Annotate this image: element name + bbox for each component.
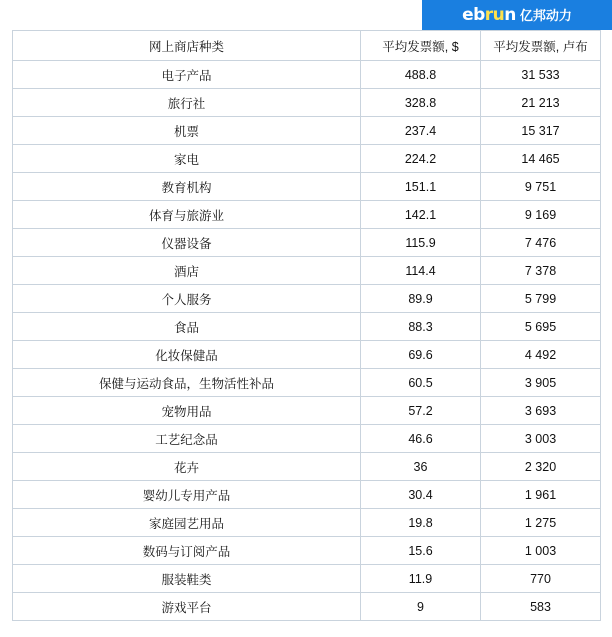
cell-average-invoice-rub: 5 695 bbox=[481, 313, 601, 341]
brand-accent: ru bbox=[484, 4, 505, 25]
table-body bbox=[13, 61, 601, 621]
table-row bbox=[13, 369, 601, 397]
cell-average-invoice-rub: 9 751 bbox=[481, 173, 601, 201]
brand-main: eb bbox=[462, 4, 485, 25]
cell-category: 游戏平台 bbox=[13, 593, 361, 621]
cell-average-invoice-rub: 4 492 bbox=[481, 341, 601, 369]
cell-average-invoice-rub: 9 169 bbox=[481, 201, 601, 229]
cell-category: 教育机构 bbox=[13, 173, 361, 201]
table-row bbox=[13, 145, 601, 173]
cell-average-invoice-usd: 328.8 bbox=[361, 89, 481, 117]
cell-category: 家庭园艺用品 bbox=[13, 509, 361, 537]
cell-category: 保健与运动食品，生物活性补品 bbox=[13, 369, 361, 397]
table-row bbox=[13, 425, 601, 453]
table-row bbox=[13, 89, 601, 117]
cell-average-invoice-usd: 36 bbox=[361, 453, 481, 481]
cell-average-invoice-rub: 31 533 bbox=[481, 61, 601, 89]
cell-average-invoice-usd: 9 bbox=[361, 593, 481, 621]
brand-chinese-name: 亿邦动力 bbox=[519, 7, 572, 23]
cell-average-invoice-usd: 30.4 bbox=[361, 481, 481, 509]
table-row bbox=[13, 565, 601, 593]
cell-average-invoice-rub: 3 003 bbox=[481, 425, 601, 453]
cell-average-invoice-usd: 60.5 bbox=[361, 369, 481, 397]
cell-average-invoice-usd: 57.2 bbox=[361, 397, 481, 425]
cell-average-invoice-rub: 5 799 bbox=[481, 285, 601, 313]
cell-average-invoice-usd: 237.4 bbox=[361, 117, 481, 145]
table-row bbox=[13, 397, 601, 425]
column-header-rub: 平均发票额, 卢布 bbox=[481, 31, 601, 61]
table-row bbox=[13, 257, 601, 285]
table-container bbox=[0, 30, 612, 621]
cell-category: 旅行社 bbox=[13, 89, 361, 117]
column-header-category: 网上商店种类 bbox=[13, 31, 361, 61]
cell-category: 食品 bbox=[13, 313, 361, 341]
table-row bbox=[13, 285, 601, 313]
table-row bbox=[13, 201, 601, 229]
cell-average-invoice-usd: 114.4 bbox=[361, 257, 481, 285]
cell-category: 仪器设备 bbox=[13, 229, 361, 257]
cell-average-invoice-rub: 1 961 bbox=[481, 481, 601, 509]
cell-average-invoice-rub: 7 378 bbox=[481, 257, 601, 285]
cell-category: 化妆保健品 bbox=[13, 341, 361, 369]
cell-average-invoice-usd: 46.6 bbox=[361, 425, 481, 453]
cell-average-invoice-rub: 7 476 bbox=[481, 229, 601, 257]
cell-category: 花卉 bbox=[13, 453, 361, 481]
cell-average-invoice-rub: 1 275 bbox=[481, 509, 601, 537]
cell-average-invoice-rub: 14 465 bbox=[481, 145, 601, 173]
cell-average-invoice-usd: 151.1 bbox=[361, 173, 481, 201]
cell-average-invoice-rub: 21 213 bbox=[481, 89, 601, 117]
cell-category: 机票 bbox=[13, 117, 361, 145]
cell-category: 体育与旅游业 bbox=[13, 201, 361, 229]
cell-category: 宠物用品 bbox=[13, 397, 361, 425]
cell-average-invoice-usd: 11.9 bbox=[361, 565, 481, 593]
table-header bbox=[13, 31, 601, 61]
cell-average-invoice-usd: 115.9 bbox=[361, 229, 481, 257]
cell-average-invoice-usd: 19.8 bbox=[361, 509, 481, 537]
table-row bbox=[13, 313, 601, 341]
cell-category: 数码与订阅产品 bbox=[13, 537, 361, 565]
table-row bbox=[13, 173, 601, 201]
table-row bbox=[13, 593, 601, 621]
table-row bbox=[13, 453, 601, 481]
table-row bbox=[13, 509, 601, 537]
cell-category: 婴幼儿专用产品 bbox=[13, 481, 361, 509]
cell-average-invoice-usd: 69.6 bbox=[361, 341, 481, 369]
cell-average-invoice-rub: 15 317 bbox=[481, 117, 601, 145]
cell-average-invoice-usd: 15.6 bbox=[361, 537, 481, 565]
cell-category: 工艺纪念品 bbox=[13, 425, 361, 453]
table-row bbox=[13, 229, 601, 257]
cell-average-invoice-rub: 3 693 bbox=[481, 397, 601, 425]
cell-category: 个人服务 bbox=[13, 285, 361, 313]
cell-average-invoice-rub: 2 320 bbox=[481, 453, 601, 481]
cell-category: 酒店 bbox=[13, 257, 361, 285]
cell-average-invoice-rub: 770 bbox=[481, 565, 601, 593]
table-row bbox=[13, 61, 601, 89]
cell-average-invoice-rub: 3 905 bbox=[481, 369, 601, 397]
cell-category: 服装鞋类 bbox=[13, 565, 361, 593]
cell-category: 家电 bbox=[13, 145, 361, 173]
cell-average-invoice-usd: 488.8 bbox=[361, 61, 481, 89]
cell-average-invoice-rub: 583 bbox=[481, 593, 601, 621]
brand-tail: n bbox=[504, 4, 516, 25]
table-row bbox=[13, 481, 601, 509]
table-row bbox=[13, 117, 601, 145]
cell-average-invoice-usd: 88.3 bbox=[361, 313, 481, 341]
cell-average-invoice-usd: 224.2 bbox=[361, 145, 481, 173]
cell-category: 电子产品 bbox=[13, 61, 361, 89]
brand-logo-block bbox=[422, 0, 612, 30]
table-header-row bbox=[13, 31, 601, 61]
cell-average-invoice-usd: 142.1 bbox=[361, 201, 481, 229]
header-bar bbox=[0, 0, 612, 30]
average-invoice-table bbox=[12, 30, 601, 621]
cell-average-invoice-rub: 1 003 bbox=[481, 537, 601, 565]
table-row bbox=[13, 537, 601, 565]
column-header-usd: 平均发票额, $ bbox=[361, 31, 481, 61]
ebrun-wordmark bbox=[462, 4, 516, 25]
cell-average-invoice-usd: 89.9 bbox=[361, 285, 481, 313]
table-row bbox=[13, 341, 601, 369]
